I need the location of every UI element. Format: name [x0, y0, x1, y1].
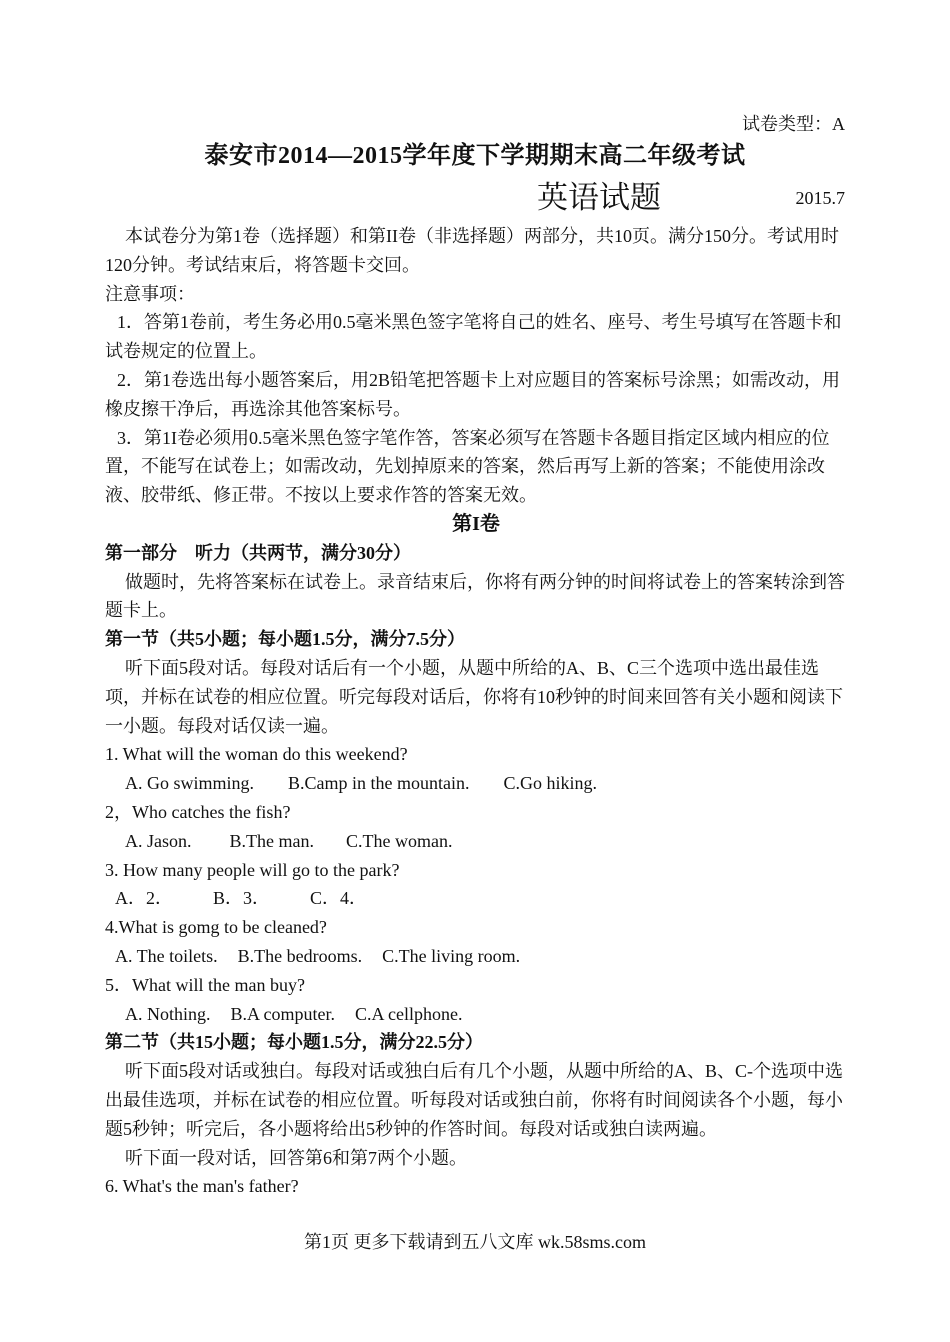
exam-date: 2015.7: [795, 188, 845, 208]
option-a: A．2．: [115, 888, 173, 909]
options-2: [105, 827, 847, 856]
option-c: C.The living room.: [382, 945, 521, 966]
option-c: C.A cellphone.: [355, 1003, 463, 1024]
exam-content: [105, 222, 847, 1201]
section2-instructions: 听下面5段对话或独白。每段对话或独白后有几个小题，从题中所给的A、B、C-个选项中选出最佳选项，并标在试卷的相应位置。听每段对话或独白前，你将有时间阅读各个小题，每小题5秒钟；听完后，各小题将给出5秒钟的作答时间。每段对话或独白读两遍。: [105, 1061, 844, 1139]
volume-title: 第I卷: [452, 512, 500, 535]
question-6: 6. What's the man's father?: [105, 1176, 299, 1197]
option-a: A. Jason.: [125, 830, 192, 851]
option-b: B.A computer.: [230, 1003, 335, 1024]
part1-title: 第一部分 听力（共两节，满分30分）: [105, 542, 411, 563]
option-c: C.Go hiking.: [503, 773, 598, 794]
section1-title: 第一节（共5小题；每小题1.5分，满分7.5分）: [105, 629, 465, 650]
options-5: [105, 1000, 847, 1029]
exam-subtitle: 英语试题: [537, 180, 661, 215]
options-1: [105, 769, 847, 798]
paper-type: 试卷类型：A: [742, 114, 845, 134]
options-3: [105, 884, 847, 913]
note-1: 1．答第1卷前，考生务必用0.5毫米黑色签字笔将自己的姓名、座号、考生号填写在答题卡和试卷规定的位置上。: [105, 312, 842, 362]
option-a: A. The toilets.: [115, 945, 218, 966]
option-b: B.Camp in the mountain.: [288, 773, 470, 794]
intro-paragraph: 本试卷分为第1卷（选择题）和第II卷（非选择题）两部分，共10页。满分150分。考试用时120分钟。考试结束后，将答题卡交回。: [105, 226, 839, 275]
option-b: B.The man.: [229, 830, 314, 851]
option-c: C.The woman.: [345, 830, 453, 851]
question-3: 3. How many people will go to the park?: [105, 859, 400, 880]
options-4: [105, 942, 847, 971]
note-3: 3．第1I卷必须用0.5毫米黑色签字笔作答，答案必须写在答题卡各题目指定区域内相应的位置，不能写在试卷上；如需改动，先划掉原来的答案，然后再写上新的答案；不能使用涂改液、胶带纸、修正带。不按以上要求作答的答案无效。: [105, 427, 830, 506]
option-a: A. Go swimming.: [125, 773, 255, 794]
option-c: C．4．: [310, 888, 368, 909]
question-4: 4.What is gomg to be cleaned?: [105, 917, 327, 938]
question-1: 1. What will the woman do this weekend?: [105, 744, 408, 765]
question-5: 5．What will the man buy?: [105, 974, 305, 995]
note-2: 2．第1卷选出每小题答案后，用2B铅笔把答题卡上对应题目的答案标号涂黑；如需改动，用橡皮擦干净后，再选涂其他答案标号。: [105, 369, 841, 419]
section2-title: 第二节（共15小题；每小题1.5分，满分22.5分）: [105, 1032, 483, 1053]
question-2: 2，Who catches the fish?: [105, 801, 291, 822]
notes-title: 注意事项：: [105, 283, 195, 304]
option-b: B.The bedrooms.: [237, 945, 363, 966]
section2-sub-instruction: 听下面一段对话，回答第6和第7两个小题。: [125, 1147, 467, 1168]
option-b: B．3．: [213, 888, 271, 909]
exam-title: 泰安市2014—2015学年度下学期期末高二年级考试: [204, 143, 746, 169]
option-a: A. Nothing.: [125, 1003, 211, 1024]
section1-instructions: 听下面5段对话。每段对话后有一个小题，从题中所给的A、B、C三个选项中选出最佳选项，并标在试卷的相应位置。听完每段对话后，你将有10秒钟的时间来回答有关小题和阅读下一小题。每段对话仅读一遍。: [105, 657, 843, 736]
part1-instructions: 做题时，先将答案标在试卷上。录音结束后，你将有两分钟的时间将试卷上的答案转涂到答题卡上。: [105, 571, 845, 621]
page-footer: 第1页 更多下载请到五八文库 wk.58sms.com: [304, 1232, 646, 1252]
